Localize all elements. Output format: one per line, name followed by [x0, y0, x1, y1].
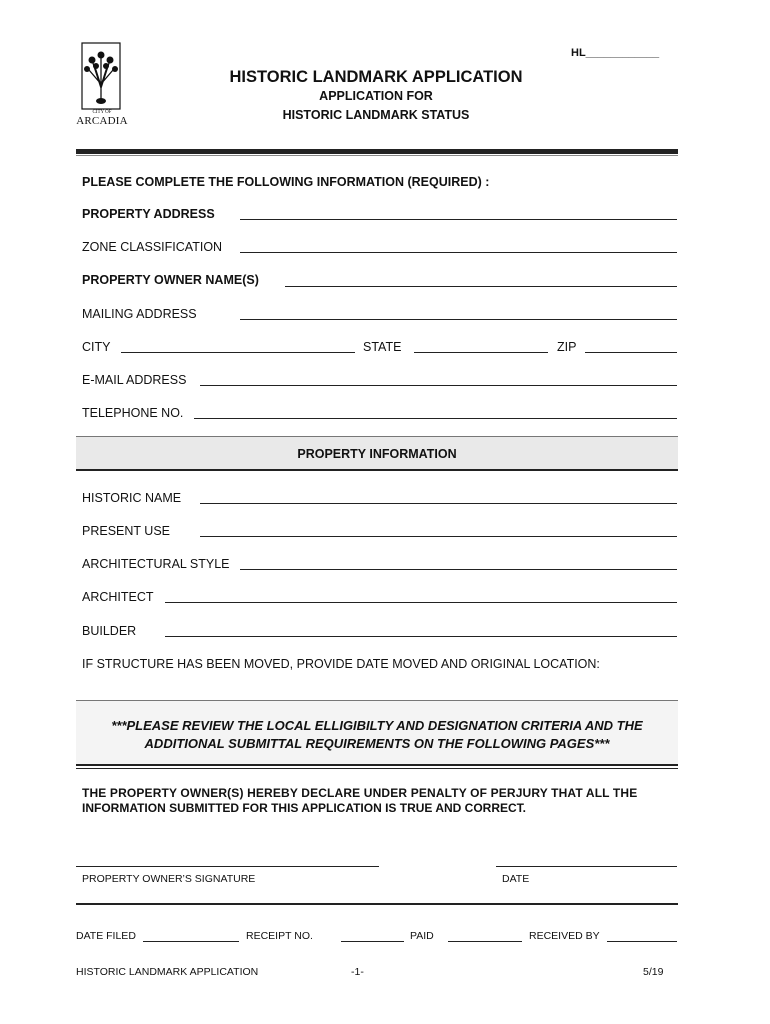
zip-field[interactable]	[585, 352, 677, 353]
divider	[76, 903, 678, 905]
builder-field[interactable]	[165, 636, 677, 637]
page-title: HISTORIC LANDMARK APPLICATION	[229, 68, 523, 86]
state-field[interactable]	[414, 352, 548, 353]
hl-number: HL____________	[571, 47, 660, 59]
paid-label: PAID	[410, 930, 434, 942]
subtitle-line-1: APPLICATION FOR	[319, 89, 433, 103]
architect-label: ARCHITECT	[82, 590, 154, 604]
property-address-label: PROPERTY ADDRESS	[82, 207, 215, 221]
historic-name-label: HISTORIC NAME	[82, 491, 182, 505]
telephone-field[interactable]	[194, 418, 677, 419]
email-field[interactable]	[200, 385, 677, 386]
subtitle-line-2: HISTORIC LANDMARK STATUS	[282, 108, 470, 122]
city-logo	[78, 42, 126, 126]
receipt-no-field[interactable]	[341, 941, 404, 942]
property-address-field[interactable]	[240, 219, 677, 220]
city-field[interactable]	[121, 352, 355, 353]
date-filed-label: DATE FILED	[76, 930, 136, 942]
divider	[76, 764, 678, 766]
paid-field[interactable]	[448, 941, 522, 942]
state-label: STATE	[363, 340, 402, 354]
received-by-field[interactable]	[607, 941, 677, 942]
present-use-label: PRESENT USE	[82, 524, 170, 538]
mailing-address-field[interactable]	[240, 319, 677, 320]
divider	[76, 149, 678, 154]
architectural-style-field[interactable]	[240, 569, 677, 570]
property-owner-names-field[interactable]	[285, 286, 677, 287]
notice-line-1: ***PLEASE REVIEW THE LOCAL ELLIGIBILTY AND DESIGNATION CRITERIA AND THE	[111, 718, 643, 733]
divider	[76, 768, 678, 769]
historic-name-field[interactable]	[200, 503, 677, 504]
architectural-style-label: ARCHITECTURAL STYLE	[82, 557, 230, 571]
divider	[76, 155, 678, 156]
logo-text: ARCADIA	[76, 115, 128, 127]
notice-line-2: ADDITIONAL SUBMITTAL REQUIREMENTS ON THE FOLLOWING PAGES***	[144, 736, 610, 751]
received-by-label: RECEIVED BY	[529, 930, 600, 942]
footer-page-number: -1-	[351, 966, 364, 978]
city-label: CITY	[82, 340, 111, 354]
property-info-heading: PROPERTY INFORMATION	[297, 447, 457, 461]
owner-signature-label: PROPERTY OWNER’S SIGNATURE	[82, 873, 256, 885]
required-intro: PLEASE COMPLETE THE FOLLOWING INFORMATION (REQUIRED) :	[82, 175, 490, 189]
zone-classification-label: ZONE CLASSIFICATION	[82, 240, 223, 254]
present-use-field[interactable]	[200, 536, 677, 537]
property-owner-names-label: PROPERTY OWNER NAME(S)	[82, 273, 259, 287]
divider	[76, 469, 678, 471]
signature-date-label: DATE	[502, 873, 530, 885]
footer-form-name: HISTORIC LANDMARK APPLICATION	[76, 966, 259, 978]
receipt-no-label: RECEIPT NO.	[246, 930, 313, 942]
architect-field[interactable]	[165, 602, 677, 603]
logo-small-text: CITY OF	[92, 110, 112, 115]
mailing-address-label: MAILING ADDRESS	[82, 307, 197, 321]
footer-version: 5/19	[643, 966, 664, 978]
declaration-line-2: INFORMATION SUBMITTED FOR THIS APPLICATION IS TRUE AND CORRECT.	[82, 801, 526, 815]
signature-date-field[interactable]	[496, 866, 677, 867]
zone-classification-field[interactable]	[240, 252, 677, 253]
moved-structure-label: IF STRUCTURE HAS BEEN MOVED, PROVIDE DATE MOVED AND ORIGINAL LOCATION:	[82, 657, 600, 671]
declaration-line-1: THE PROPERTY OWNER(S) HEREBY DECLARE UNDER PENALTY OF PERJURY THAT ALL THE	[82, 786, 638, 800]
zip-label: ZIP	[557, 340, 577, 354]
telephone-label: TELEPHONE NO.	[82, 406, 184, 420]
email-label: E-MAIL ADDRESS	[82, 373, 187, 387]
date-filed-field[interactable]	[143, 941, 239, 942]
owner-signature-field[interactable]	[76, 866, 379, 867]
logo-tree-icon	[78, 42, 126, 112]
builder-label: BUILDER	[82, 624, 137, 638]
